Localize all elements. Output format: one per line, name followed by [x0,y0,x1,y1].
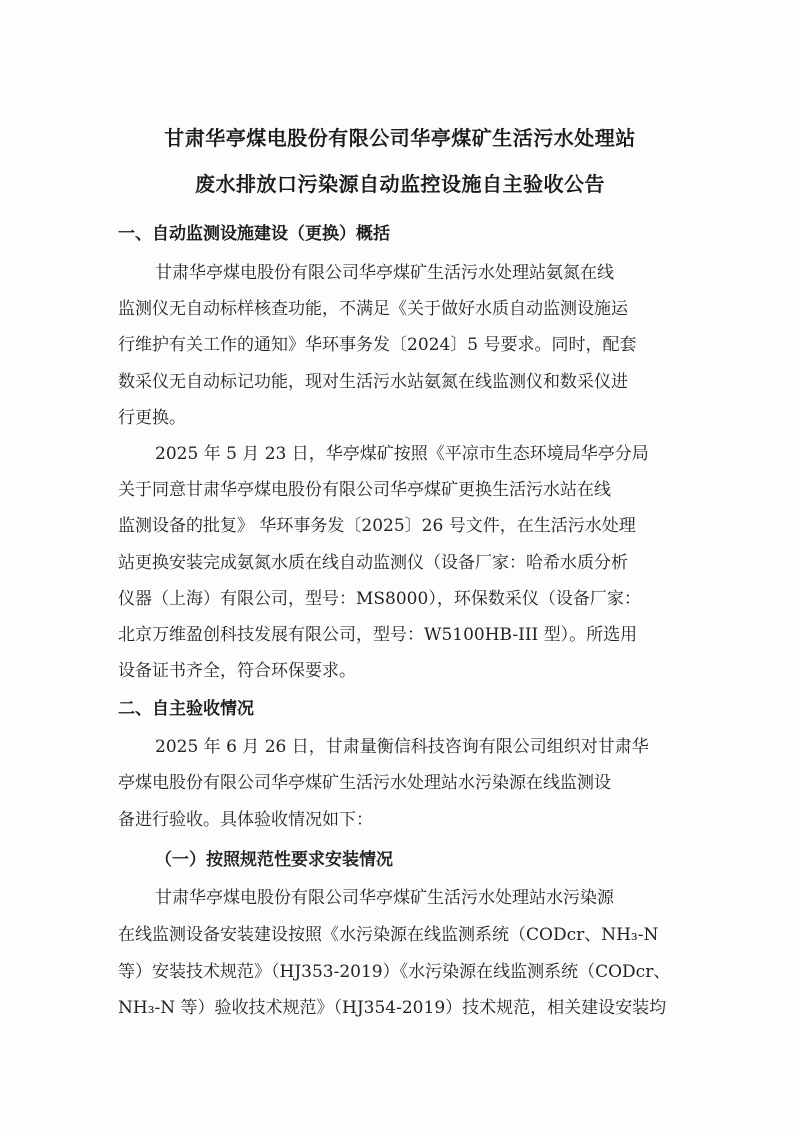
section-1-paragraph-2-line: 站更换安装完成氨氮水质在线自动监测仪（设备厂家：哈希水质分析 [118,553,628,573]
section-1-paragraph-1-line: 甘肃华亭煤电股份有限公司华亭煤矿生活污水处理站氨氮在线 [155,263,614,283]
section-1-paragraph-2-line: 关于同意甘肃华亭煤电股份有限公司华亭煤矿更换生活污水站在线 [118,480,611,500]
section-1-paragraph-1-line: 数采仪无自动标记功能，现对生活污水站氨氮在线监测仪和数采仪进 [118,372,628,392]
section-2-paragraph-2-line: 等）安装技术规范》（HJ353-2019）《水污染源在线监测系统（CODcr、 [118,962,671,982]
section-1-paragraph-2-line: 仪器（上海）有限公司，型号：MS8000），环保数采仪（设备厂家： [118,589,641,609]
section-2-paragraph-2-line: 甘肃华亭煤电股份有限公司华亭煤矿生活污水处理站水污染源 [155,888,614,908]
section-2-paragraph-2-line: 在线监测设备安装建设按照《水污染源在线监测系统（CODcr、NH₃-N [118,925,659,945]
section-2-paragraph-1-line: 备进行验收。具体验收情况如下： [118,810,373,830]
document-title-line-1: 甘肃华亭煤电股份有限公司华亭煤矿生活污水处理站 [164,126,636,150]
subsection-1-heading: （一）按照规范性要求安装情况 [155,850,393,870]
section-2-paragraph-1-line: 亭煤电股份有限公司华亭煤矿生活污水处理站水污染源在线监测设 [118,773,611,793]
section-1-paragraph-2-line: 2025 年 5 月 23 日，华亭煤矿按照《平凉市生态环境局华亭分局 [155,444,649,464]
section-1-paragraph-1-line: 监测仪无自动标样核查功能，不满足《关于做好水质自动监测设施运 [118,299,628,319]
section-2-paragraph-1-line: 2025 年 6 月 26 日，甘肃量衡信科技咨询有限公司组织对甘肃华 [155,737,649,757]
section-1-paragraph-1-line: 行更换。 [118,408,186,428]
section-1-paragraph-2-line: 北京万维盈创科技发展有限公司，型号：W5100HB-III 型）。所选用 [118,625,638,645]
section-2-paragraph-2-line: NH₃-N 等）验收技术规范》（HJ354-2019）技术规范，相关建设安装均 [118,998,667,1018]
section-1-heading: 一、自动监测设施建设（更换）概括 [118,224,390,244]
section-1-paragraph-1-line: 行维护有关工作的通知》华环事务发〔2024〕5 号要求。同时，配套 [118,335,637,355]
section-2-heading: 二、自主验收情况 [118,699,254,719]
document-title-line-2: 废水排放口污染源自动监控设施自主验收公告 [195,172,605,196]
section-1-paragraph-2-line: 监测设备的批复》 华环事务发〔2025〕26 号文件，在生活污水处理 [118,516,636,536]
section-1-paragraph-2-line: 设备证书齐全，符合环保要求。 [118,661,356,681]
